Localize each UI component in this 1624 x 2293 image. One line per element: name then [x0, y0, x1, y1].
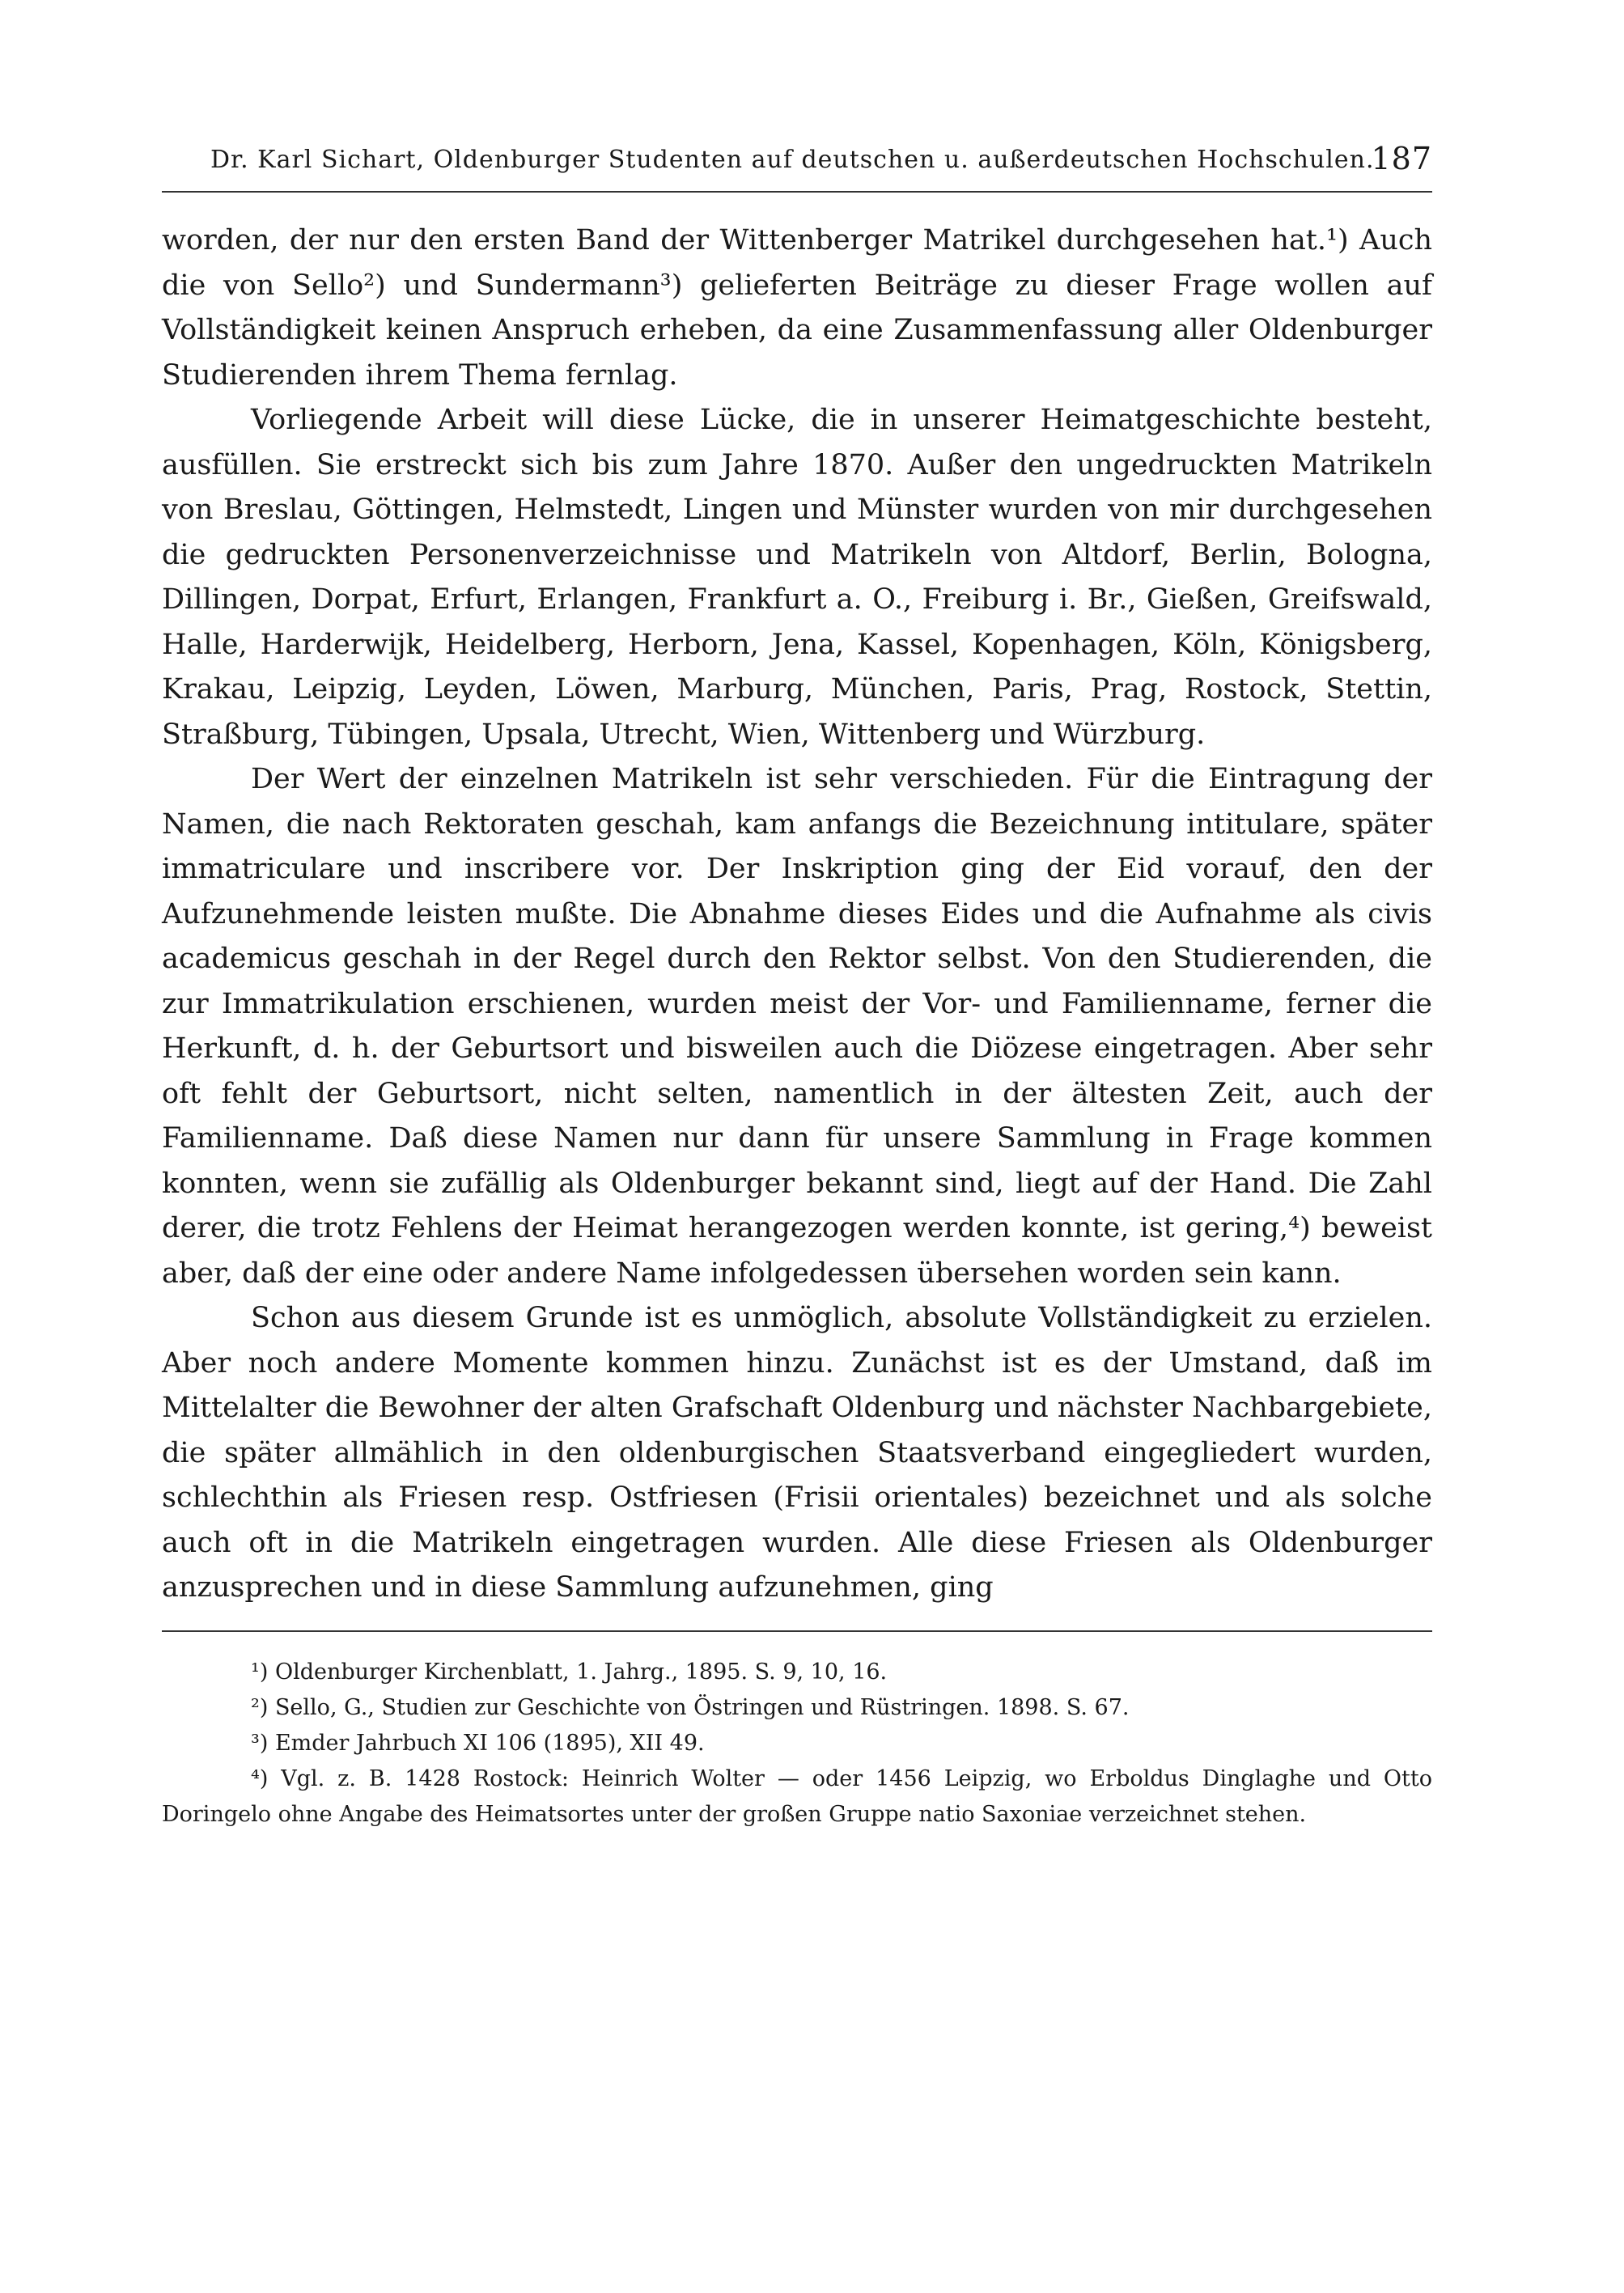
footnote: ³) Emder Jahrbuch XI 106 (1895), XII 49. [251, 1730, 705, 1756]
footnote: ⁴) Vgl. z. B. 1428 Rostock: Heinrich Wolter — oder 1456 Leipzig, wo Erboldus Dinglaghe und Otto Doringelo ohne Angabe des Heimatsortes unter der großen Gruppe natio Saxoniae verzeichnet stehen. [162, 1765, 1432, 1827]
page-number: 187 [1371, 141, 1432, 176]
footnote: ¹) Oldenburger Kirchenblatt, 1. Jahrg., 1895. S. 9, 10, 16. [251, 1659, 888, 1685]
paragraph: Der Wert der einzelnen Matrikeln ist sehr verschieden. Für die Eintragung der Namen, die nach Rektoraten geschah, kam anfangs die Bezeichnung intitulare, später immatriculare und inscribere vor. Der Inskription ging der Eid vorauf, den der Aufzunehmende leisten mußte. Die Abnahme dieses Eides und die Aufnahme als civis academicus geschah in der Regel durch den Rektor selbst. Von den Studierenden, die zur Immatrikulation erschienen, wurden meist der Vor- und Familienname, ferner die Herkunft, d. h. der Geburtsort und bisweilen auch die Diözese eingetragen. Aber sehr oft fehlt der Geburtsort, nicht selten, namentlich in der ältesten Zeit, auch der Familienname. Daß diese Namen nur dann für unsere Sammlung in Frage kommen konnten, wenn sie zufällig als Oldenburger bekannt sind, liegt auf der Hand. Die Zahl derer, die trotz Fehlens der Heimat herangezogen werden konnte, ist gering,⁴) beweist aber, daß der eine oder andere Name infolgedessen übersehen worden sein kann. [162, 763, 1432, 1290]
header-rule [162, 191, 1432, 193]
footnote: ²) Sello, G., Studien zur Geschichte von Östringen und Rüstringen. 1898. S. 67. [251, 1694, 1130, 1720]
paragraph: Vorliegende Arbeit will diese Lücke, die in unserer Heimatgeschichte besteht, ausfüllen. Sie erstreckt sich bis zum Jahre 1870. Außer den ungedruckten Matrikeln von Breslau, Göttingen, Helmstedt, Lingen und Münster wurden von mir durchgesehen die gedruckten Personenverzeichnisse und Matrikeln von Altdorf, Berlin, Bologna, Dillingen, Dorpat, Erfurt, Erlangen, Frankfurt a. O., Freiburg i. Br., Gießen, Greifswald, Halle, Harderwijk, Heidelberg, Herborn, Jena, Kassel, Kopenhagen, Köln, Königsberg, Krakau, Leipzig, Leyden, Löwen, Marburg, München, Paris, Prag, Rostock, Stettin, Straßburg, Tübingen, Upsala, Utrecht, Wien, Wittenberg und Würzburg. [162, 404, 1432, 751]
footnote-rule [162, 1630, 1432, 1632]
body-text [162, 218, 1432, 1611]
document-page [162, 138, 1432, 1833]
running-head [162, 138, 1432, 186]
paragraph: worden, der nur den ersten Band der Wittenberger Matrikel durchgesehen hat.¹) Auch die von Sello²) und Sundermann³) gelieferten Beiträge zu dieser Frage wollen auf Vollständigkeit keinen Anspruch erheben, da eine Zusammenfassung aller Oldenburger Studierenden ihrem Thema fernlag. [162, 224, 1432, 392]
paragraph: Schon aus diesem Grunde ist es unmöglich, absolute Vollständigkeit zu erzielen. Aber noch andere Momente kommen hinzu. Zunächst ist es der Umstand, daß im Mittelalter die Bewohner der alten Grafschaft Oldenburg und nächster Nachbargebiete, die später allmählich in den oldenburgischen Staatsverband eingegliedert wurden, schlechthin als Friesen resp. Ostfriesen (Frisii orientales) bezeichnet und als solche auch oft in die Matrikeln eingetragen wurden. Alle diese Friesen als Oldenburger anzusprechen und in diese Sammlung aufzunehmen, ging [162, 1302, 1432, 1604]
running-title: Dr. Karl Sichart, Oldenburger Studenten auf deutschen u. außerdeutschen Hochschulen. [210, 146, 1375, 174]
footnotes [162, 1655, 1432, 1833]
